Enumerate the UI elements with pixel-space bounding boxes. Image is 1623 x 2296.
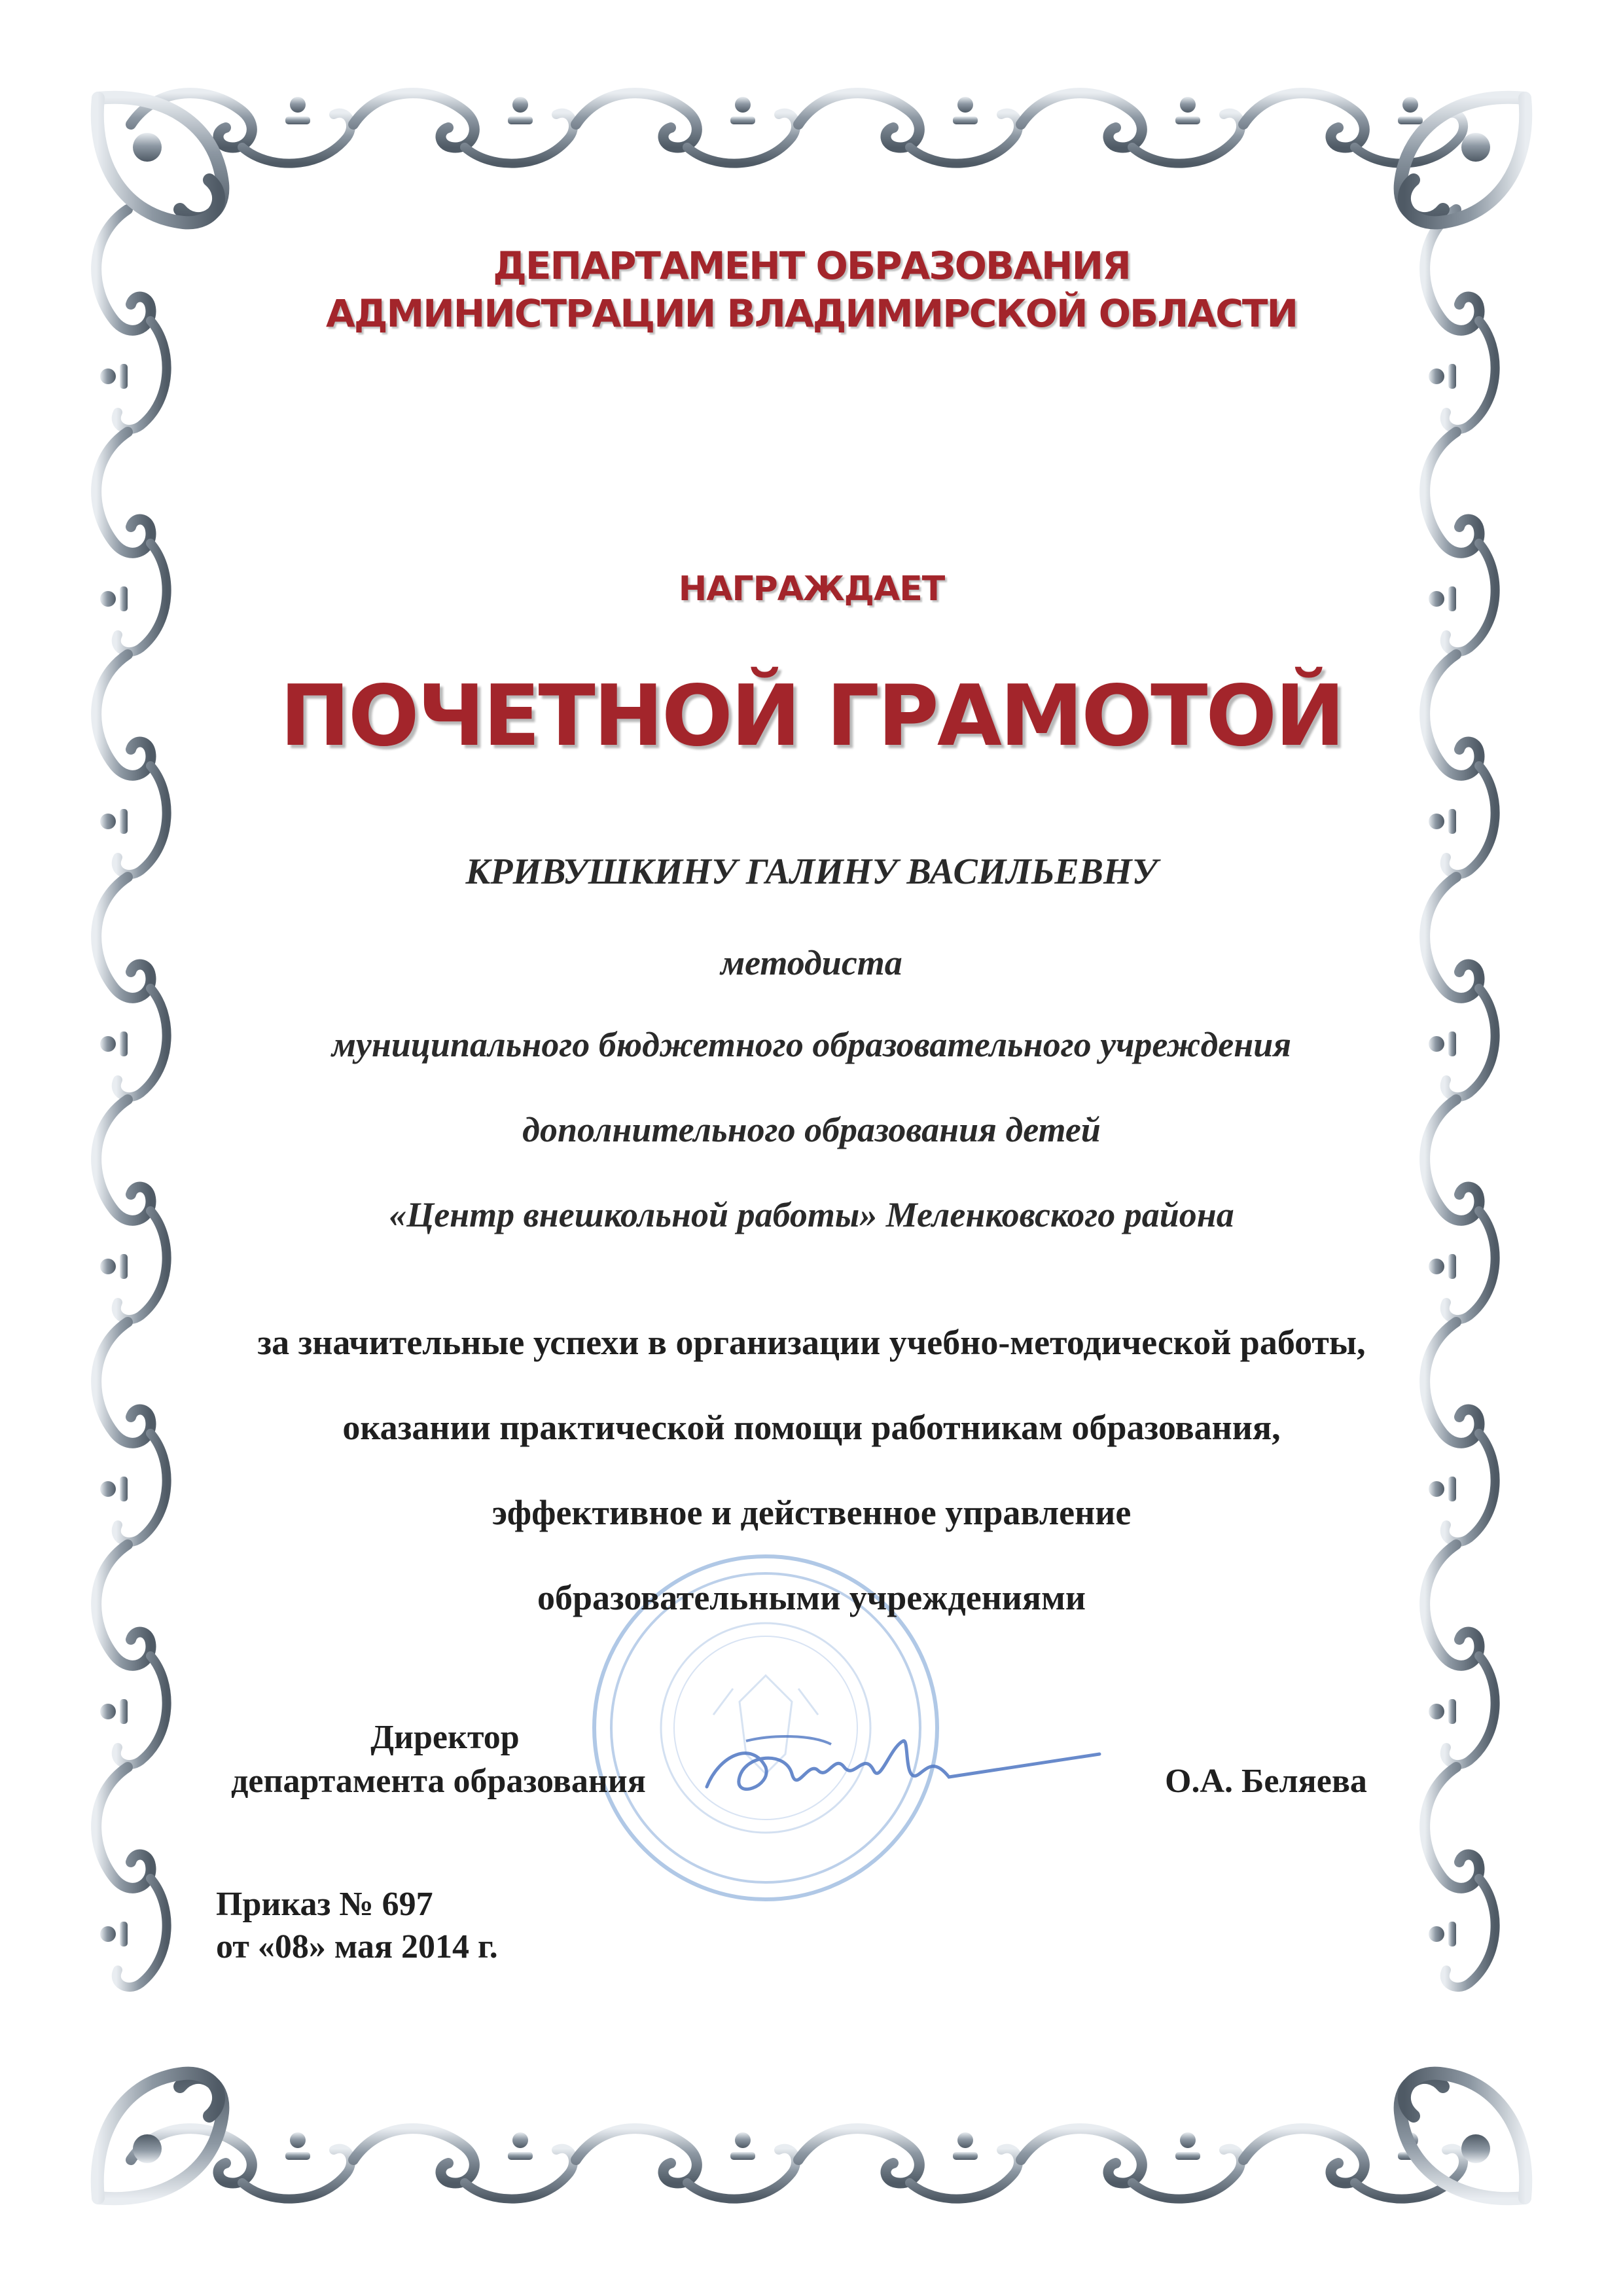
recipient-org-line-2: дополнительного образования детей xyxy=(522,1110,1101,1149)
reason-line-1: за значительные успехи в организации учебно-методической работы, xyxy=(257,1323,1366,1362)
reason-line-2: оказании практической помощи работникам образования, xyxy=(342,1408,1281,1447)
recipient-org-line-3: «Центр внешкольной работы» Меленковского района xyxy=(389,1195,1234,1234)
reason-line-4: образовательными учреждениями xyxy=(537,1578,1086,1617)
reason-line-3: эффективное и действенное управление xyxy=(491,1493,1132,1532)
certificate-content xyxy=(196,0,1427,2296)
award-title: ПОЧЕТНОЙ ГРАМОТОЙ xyxy=(279,668,1344,765)
recipient-position: методиста xyxy=(721,943,902,982)
issuer-line-1: ДЕПАРТАМЕНТ ОБРАЗОВАНИЯ xyxy=(493,243,1130,288)
issuer-line-2: АДМИНИСТРАЦИИ ВЛАДИМИРСКОЙ ОБЛАСТИ xyxy=(326,291,1297,336)
award-verb: НАГРАЖДАЕТ xyxy=(678,569,945,609)
signatory-name: О.А. Беляева xyxy=(1165,1763,1367,1800)
order-date: от «08» мая 2014 г. xyxy=(216,1928,498,1965)
recipient-name: КРИВУШКИНУ ГАЛИНУ ВАСИЛЬЕВНУ xyxy=(465,852,1158,892)
signatory-title-line-1: Директор xyxy=(370,1719,520,1756)
signatory-title-line-2: департамента образования xyxy=(231,1763,646,1800)
order-number: Приказ № 697 xyxy=(216,1886,433,1923)
recipient-org-line-1: муниципального бюджетного образовательного учреждения xyxy=(331,1025,1292,1064)
